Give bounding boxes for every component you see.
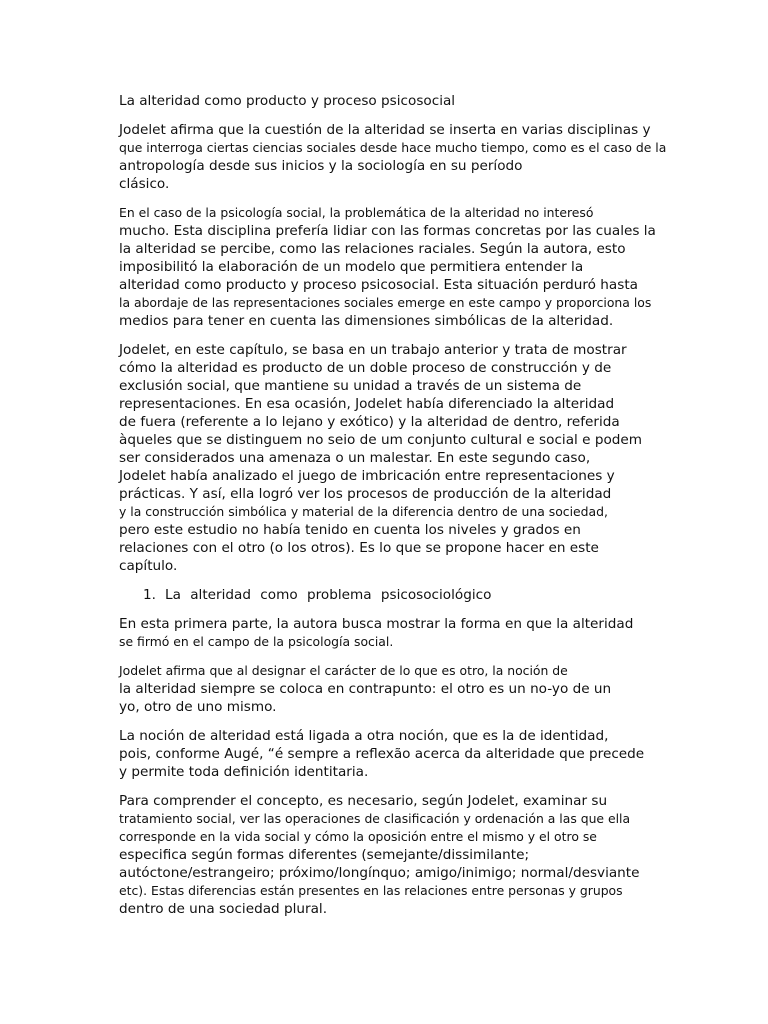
paragraph-2: [119, 204, 664, 330]
paragraph-7: [119, 792, 664, 918]
text-line: Jodelet había analizado el juego de imbricación entre representaciones y: [119, 468, 615, 484]
text-line: En el caso de la psicología social, la problemática de la alteridad no interesó: [119, 205, 594, 220]
text-line: alteridad como producto y proceso psicosocial. Esta situación perduró hasta: [119, 277, 638, 293]
text-line: y permite toda definición identitaria.: [119, 764, 369, 780]
text-line: y la construcción simbólica y material de la diferencia dentro de una sociedad,: [119, 504, 608, 519]
text-line: capítulo.: [119, 558, 178, 574]
text-line: autóctone/estrangeiro; próximo/longínquo; amigo/inimigo; normal/desviante: [119, 865, 640, 881]
text-line: Para comprender el concepto, es necesario, según Jodelet, examinar su: [119, 793, 608, 809]
text-line: corresponde en la vida social y cómo la oposición entre el mismo y el otro se: [119, 829, 597, 844]
text-line: àqueles que se distinguem no seio de um conjunto cultural e social e podem: [119, 432, 643, 448]
text-line: Jodelet afirma que la cuestión de la alteridad se inserta en varias disciplinas y: [119, 122, 651, 138]
list-item: [119, 586, 664, 604]
text-line: La noción de alteridad está ligada a otra noción, que es la de identidad,: [119, 728, 609, 744]
text-line: imposibilitó la elaboración de un modelo que permitiera entender la: [119, 259, 584, 275]
section-heading: La alteridad como problema psicosociológico: [165, 587, 492, 603]
text-line: yo, otro de uno mismo.: [119, 699, 277, 715]
text-line: de fuera (referente a lo lejano y exótico) y la alteridad de dentro, referida: [119, 414, 620, 430]
text-line: especifica según formas diferentes (semejante/dissimilante;: [119, 847, 530, 863]
text-line: relaciones con el otro (o los otros). Es lo que se propone hacer en este: [119, 540, 599, 556]
paragraph-1: [119, 121, 667, 193]
text-line: representaciones. En esa ocasión, Jodelet había diferenciado la alteridad: [119, 396, 615, 412]
text-line: mucho. Esta disciplina prefería lidiar con las formas concretas por las cuales la: [119, 223, 656, 239]
text-line: la abordaje de las representaciones sociales emerge en este campo y proporciona los: [119, 295, 652, 310]
text-line: clásico.: [119, 176, 170, 192]
paragraph-3: [119, 341, 664, 575]
text-line: se firmó en el campo de la psicología social.: [119, 634, 394, 649]
text-line: la alteridad se percibe, como las relaciones raciales. Según la autora, esto: [119, 241, 626, 257]
text-line: pois, conforme Augé, “é sempre a reflexão acerca da alteridade que precede: [119, 746, 645, 762]
paragraph-5: [119, 662, 664, 716]
text-line: En esta primera parte, la autora busca mostrar la forma en que la alteridad: [119, 616, 634, 632]
text-line: ser considerados una amenaza o un malestar. En este segundo caso,: [119, 450, 591, 466]
text-line: la alteridad siempre se coloca en contrapunto: el otro es un no-yo de un: [119, 681, 612, 697]
list-number: 1.: [143, 587, 156, 603]
text-line: dentro de una sociedad plural.: [119, 901, 328, 917]
text-line: cómo la alteridad es producto de un doble proceso de construcción y de: [119, 360, 612, 376]
text-line: exclusión social, que mantiene su unidad a través de un sistema de: [119, 378, 582, 394]
text-line: medios para tener en cuenta las dimensiones simbólicas de la alteridad.: [119, 313, 614, 329]
text-line: prácticas. Y así, ella logró ver los procesos de producción de la alteridad: [119, 486, 612, 502]
paragraph-4: [119, 615, 664, 651]
document-page: [119, 92, 667, 929]
numbered-list: [119, 586, 664, 604]
text-line: antropología desde sus inicios y la sociología en su período: [119, 158, 523, 174]
text-line: Jodelet afirma que al designar el carácter de lo que es otro, la noción de: [119, 663, 568, 678]
document-title: La alteridad como producto y proceso psicosocial: [119, 93, 456, 109]
paragraph-6: [119, 727, 664, 781]
text-line: pero este estudio no había tenido en cuenta los niveles y grados en: [119, 522, 581, 538]
text-line: Jodelet, en este capítulo, se basa en un trabajo anterior y trata de mostrar: [119, 342, 627, 358]
text-line: etc). Estas diferencias están presentes en las relaciones entre personas y grupos: [119, 883, 623, 898]
text-line: que interroga ciertas ciencias sociales desde hace mucho tiempo, como es el caso de la: [119, 140, 667, 155]
text-line: tratamiento social, ver las operaciones de clasificación y ordenación a las que ella: [119, 811, 631, 826]
